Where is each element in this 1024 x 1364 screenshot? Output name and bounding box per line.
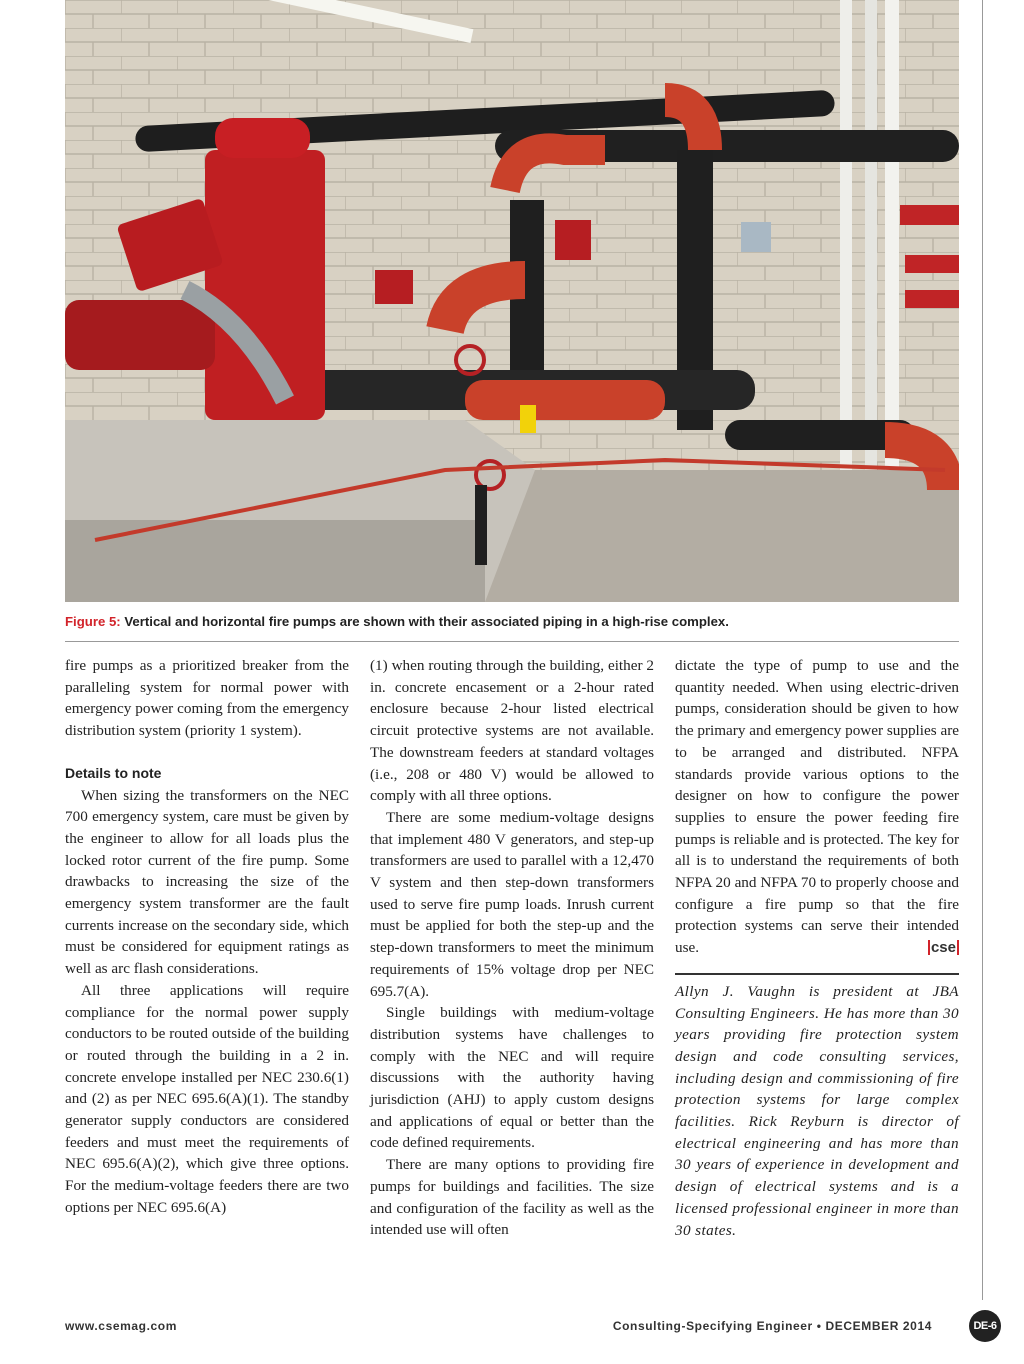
col3-paragraph-1-text: dictate the type of pump to use and the quantity needed. When using electric-driven pumps, consideration should be given to how the primary and emergency power supplies are to be arranged and distributed. NFPA standards provide various options to the designer on how to configure the power supplies to ensure the power feeding fire pumps is reliable and is protected. The key for all is to understand the requirements of both NFPA 20 and NFPA 70 to properly choose and configure a fire pump so that the fire protection systems can serve their intended use. — [675, 657, 959, 957]
col1-paragraph-3: All three applications will require compliance for the normal power supply conductors to be routed outside of the building or routed through the building in a 2 in. concrete envelope installed per NEC 230.6(1) and (2) as per NEC 695.6(A)(1). The standby generator supply conductors are considered feeders and must meet the requirements of NEC 695.6(A)(2), which give three options. For the medium-voltage feeders there are two options per NEC 695.6(A) — [65, 981, 349, 1216]
col2-paragraph-3: Single buildings with medium-voltage distribution systems have challenges to comply with the NEC and will require discussions with the authority having jurisdiction (AHJ) to apply custom designs and applications of equal or better than the code defined requirements. — [370, 1004, 654, 1152]
col2-paragraph-2: There are some medium-voltage designs that implement 480 V generators, and step-up transformers are used to parallel with a 12,470 V system and then step-down transformers used to serve fire pump loads. Inrush current must be applied for both the step-up and the step-down transformers to meet the minimum requirements of 15% voltage drop per NEC 695.7(A). — [370, 808, 654, 1000]
author-bio: Allyn J. Vaughn is president at JBA Consulting Engineers. He has more than 30 years providing fire protection system design and code consulting services, including design and commissioning of fire protection systems for large complex facilities. Rick Reyburn is director of electrical engineering and has more than 30 years of experience in development and design of electrical systems and is a licensed professional engineer in more than 30 states. — [675, 982, 959, 1239]
figure-caption — [65, 614, 959, 629]
page-number-badge: DE-6 — [969, 1310, 1001, 1342]
column-2 — [370, 655, 654, 1241]
caption-divider — [65, 641, 959, 642]
col2-paragraph-4: There are many options to providing fire pumps for buildings and facilities. The size and configuration of the facility as well as the intended use will often — [370, 1156, 654, 1239]
fire-pump-photo — [65, 0, 959, 602]
right-margin-rule — [982, 0, 983, 1300]
col3-paragraph-1 — [675, 655, 959, 959]
col1-paragraph-2: When sizing the transformers on the NEC 700 emergency system, care must be given by the engineer to allow for all loads plus the locked rotor current of the fire pump. Some drawbacks to increasing the size of the emergency system transformer are the fault currents increase on the secondary side, which must be considered for equipment ratings as well as arc flash considerations. — [65, 786, 349, 978]
figure-label: Figure 5: — [65, 614, 121, 629]
col1-paragraph-1: fire pumps as a prioritized breaker from the paralleling system for normal power with emergency power coming from the emergency distribution system (priority 1 system). — [65, 657, 349, 740]
section-heading: Details to note — [65, 764, 162, 781]
bio-divider — [675, 973, 959, 975]
photo-illustration — [65, 0, 959, 602]
column-3 — [675, 655, 959, 1241]
col2-paragraph-1: (1) when routing through the building, either 2 in. concrete encasement or a 2-hour rated enclosure because 2-hour listed electrical circuit protective systems are not available. The downstream feeders at standard voltages (i.e., 208 or 480 V) would be allowed to comply with all three options. — [370, 657, 654, 805]
footer-website: www.csemag.com — [65, 1319, 177, 1333]
cse-end-mark: cse — [928, 940, 959, 955]
figure-caption-text: Vertical and horizontal fire pumps are shown with their associated piping in a high-rise complex. — [124, 614, 729, 629]
footer-publication: Consulting-Specifying Engineer • DECEMBER 2014 — [612, 1319, 932, 1333]
column-1 — [65, 655, 349, 1219]
